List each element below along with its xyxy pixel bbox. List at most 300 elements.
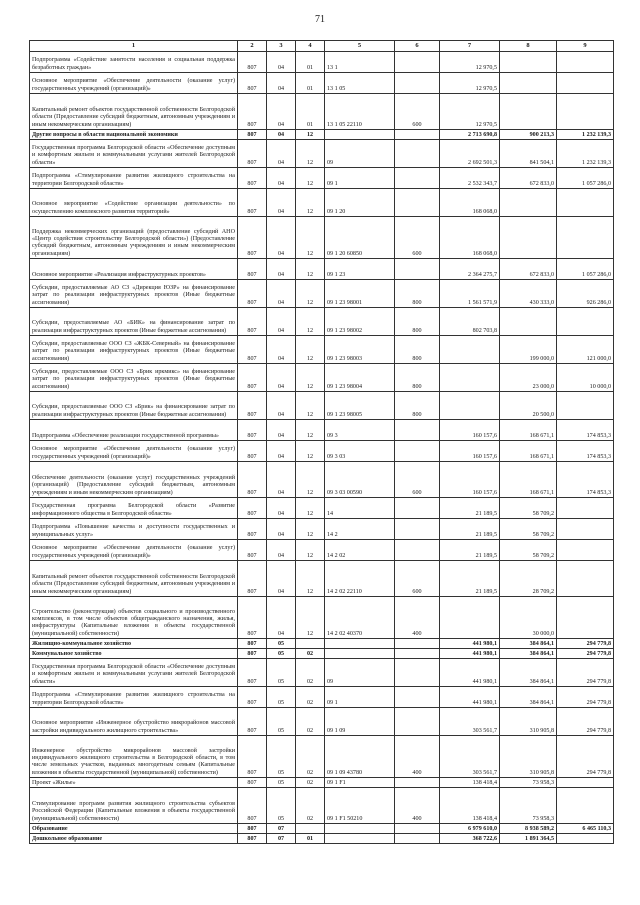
row-amount-3 [557, 189, 614, 217]
row-amount-1: 2 532 343,7 [440, 168, 500, 189]
row-name: Основное мероприятие «Реализация инфраструктурных проектов» [30, 259, 238, 280]
row-section: 04 [267, 280, 296, 308]
row-amount-2: 310 905,8 [500, 736, 557, 778]
row-subsection: 02 [296, 788, 325, 824]
row-subsection: 12 [296, 130, 325, 140]
row-target-article: 09 3 03 [325, 441, 395, 462]
row-section: 04 [267, 498, 296, 519]
row-subsection: 01 [296, 834, 325, 844]
row-name: Стимулирование программ развития жилищного строительства субъектов Российской Федерации (Капитальные вложения в объекты государственной (муниципальной) собственности) [30, 788, 238, 824]
row-ministry-code: 807 [238, 336, 267, 364]
row-expense-type: 800 [395, 280, 440, 308]
row-amount-2: 168 671,1 [500, 441, 557, 462]
row-name: Подпрограмма «Стимулирование развития жилищного строительства на территории Белгородской области» [30, 687, 238, 708]
row-subsection: 12 [296, 392, 325, 420]
row-subsection: 12 [296, 498, 325, 519]
row-amount-3: 294 779,8 [557, 649, 614, 659]
row-subsection: 12 [296, 441, 325, 462]
row-ministry-code: 807 [238, 649, 267, 659]
row-target-article: 09 1 23 98004 [325, 364, 395, 392]
row-expense-type [395, 778, 440, 788]
row-subsection: 12 [296, 364, 325, 392]
row-amount-1: 21 189,5 [440, 540, 500, 561]
row-name: Субсидии, предоставляемые АО СЗ «Дирекция ЮЗР» на финансирование затрат по реализации инфраструктурных проектов (Иные бюджетные ассигнования) [30, 280, 238, 308]
row-target-article: 09 [325, 659, 395, 687]
table-row [30, 639, 614, 649]
row-target-article: 09 1 23 98002 [325, 308, 395, 336]
row-amount-3: 10 000,0 [557, 364, 614, 392]
row-target-article: 13 1 [325, 52, 395, 73]
row-amount-3: 294 779,8 [557, 708, 614, 736]
row-ministry-code: 807 [238, 498, 267, 519]
row-amount-2: 73 958,3 [500, 778, 557, 788]
table-row [30, 834, 614, 844]
row-section: 04 [267, 73, 296, 94]
header-col-1: 1 [30, 41, 238, 52]
row-amount-1: 160 157,6 [440, 441, 500, 462]
row-target-article: 14 2 [325, 519, 395, 540]
row-amount-3 [557, 73, 614, 94]
table-row [30, 441, 614, 462]
row-amount-1: 1 561 571,9 [440, 280, 500, 308]
table-body [30, 52, 614, 844]
row-amount-3: 294 779,8 [557, 659, 614, 687]
row-expense-type: 800 [395, 392, 440, 420]
row-ministry-code: 807 [238, 659, 267, 687]
row-amount-2: 384 864,1 [500, 659, 557, 687]
row-section: 04 [267, 441, 296, 462]
row-amount-3 [557, 217, 614, 259]
row-ministry-code: 807 [238, 140, 267, 168]
row-target-article [325, 639, 395, 649]
row-section: 04 [267, 130, 296, 140]
row-section: 04 [267, 364, 296, 392]
row-amount-1: 2 713 690,8 [440, 130, 500, 140]
row-amount-1: 303 561,7 [440, 708, 500, 736]
row-subsection: 12 [296, 336, 325, 364]
row-amount-1: 160 157,6 [440, 462, 500, 498]
row-amount-2: 672 833,0 [500, 168, 557, 189]
row-section: 04 [267, 336, 296, 364]
row-amount-2 [500, 189, 557, 217]
row-name: Другие вопросы в области национальной экономики [30, 130, 238, 140]
row-amount-3: 1 232 139,3 [557, 140, 614, 168]
row-subsection: 12 [296, 280, 325, 308]
row-section: 04 [267, 308, 296, 336]
table-row [30, 259, 614, 280]
row-amount-2: 310 905,8 [500, 708, 557, 736]
row-expense-type: 800 [395, 308, 440, 336]
row-amount-3 [557, 597, 614, 639]
row-section: 05 [267, 649, 296, 659]
table-row [30, 364, 614, 392]
row-name: Основное мероприятие «Обеспечение деятельности (оказание услуг) государственных учреждений (организаций)» [30, 540, 238, 561]
table-row [30, 649, 614, 659]
table-row [30, 519, 614, 540]
row-amount-2 [500, 308, 557, 336]
table-row [30, 336, 614, 364]
row-amount-3 [557, 308, 614, 336]
row-section: 05 [267, 708, 296, 736]
row-amount-1: 441 980,1 [440, 659, 500, 687]
row-target-article: 09 1 23 98005 [325, 392, 395, 420]
row-name: Капитальный ремонт объектов государственной собственности Белгородской области (Предоставление субсидий бюджетным, автономным учреждениям и иным некоммерческим организациям) [30, 561, 238, 597]
row-name: Проект «Жилье» [30, 778, 238, 788]
row-expense-type [395, 687, 440, 708]
row-ministry-code: 807 [238, 259, 267, 280]
row-expense-type [395, 130, 440, 140]
row-ministry-code: 807 [238, 639, 267, 649]
row-target-article: 09 1 20 60850 [325, 217, 395, 259]
row-amount-1 [440, 364, 500, 392]
row-target-article: 09 1 [325, 168, 395, 189]
row-expense-type [395, 498, 440, 519]
row-name: Субсидии, предоставляемые ООО СЗ «Брик» на финансирование затрат по реализации инфраструктурных проектов (Иные бюджетные ассигнования) [30, 392, 238, 420]
row-amount-2: 8 938 589,2 [500, 824, 557, 834]
row-amount-3 [557, 788, 614, 824]
row-amount-2: 73 958,3 [500, 788, 557, 824]
row-name: Строительство (реконструкция) объектов социального и производственного комплексов, в том числе объектов общегражданского назначения, жилья, инфраструктуры (Капитальные вложения в объекты государственной (муниципальной) собственности) [30, 597, 238, 639]
row-amount-3 [557, 519, 614, 540]
row-amount-1: 441 980,1 [440, 649, 500, 659]
row-name: Субсидии, предоставляемые АО «БИК» на финансирование затрат по реализации инфраструктурных проектов (Иные бюджетные ассигнования) [30, 308, 238, 336]
row-ministry-code: 807 [238, 392, 267, 420]
row-section: 05 [267, 639, 296, 649]
row-section: 04 [267, 597, 296, 639]
row-subsection: 12 [296, 259, 325, 280]
row-ministry-code: 807 [238, 824, 267, 834]
row-amount-1: 368 722,6 [440, 834, 500, 844]
row-section: 04 [267, 540, 296, 561]
row-name: Основное мероприятие «Обеспечение деятельности (оказание услуг) государственных учреждений (организаций)» [30, 441, 238, 462]
row-name: Коммунальное хозяйство [30, 649, 238, 659]
row-amount-2: 900 213,3 [500, 130, 557, 140]
row-ministry-code: 807 [238, 217, 267, 259]
table-row [30, 687, 614, 708]
row-target-article [325, 834, 395, 844]
row-expense-type [395, 639, 440, 649]
row-subsection: 02 [296, 778, 325, 788]
row-expense-type [395, 259, 440, 280]
row-name: Государственная программа Белгородской области «Обеспечение доступным и комфортным жильем и коммунальными услугами жителей Белгородской области» [30, 659, 238, 687]
table-row [30, 540, 614, 561]
row-subsection: 02 [296, 687, 325, 708]
row-section: 04 [267, 420, 296, 441]
row-subsection: 02 [296, 708, 325, 736]
row-amount-2: 841 504,1 [500, 140, 557, 168]
row-expense-type [395, 540, 440, 561]
row-name: Подпрограмма «Повышение качества и доступности государственных и муниципальных услуг» [30, 519, 238, 540]
table-row [30, 420, 614, 441]
row-expense-type [395, 649, 440, 659]
row-name: Подпрограмма «Обеспечение реализации государственной программы» [30, 420, 238, 441]
row-ministry-code: 807 [238, 687, 267, 708]
row-amount-1 [440, 336, 500, 364]
header-col-6: 6 [395, 41, 440, 52]
row-amount-1: 802 703,8 [440, 308, 500, 336]
table-row [30, 130, 614, 140]
row-name: Поддержка некоммерческих организаций (предоставление субсидий АНО «Центр содействия строительству Белгородской области») (Предоставление субсидий бюджетным, автономным учреждениям и иным некоммерческим организациям) [30, 217, 238, 259]
row-target-article: 14 2 02 22110 [325, 561, 395, 597]
row-amount-1: 12 970,5 [440, 73, 500, 94]
row-amount-1: 21 189,5 [440, 519, 500, 540]
row-amount-3 [557, 561, 614, 597]
header-col-3: 3 [267, 41, 296, 52]
row-amount-1: 441 980,1 [440, 639, 500, 649]
row-amount-2: 20 500,0 [500, 392, 557, 420]
row-amount-2 [500, 73, 557, 94]
row-amount-2: 58 709,2 [500, 519, 557, 540]
row-target-article: 09 3 [325, 420, 395, 441]
row-amount-1: 303 561,7 [440, 736, 500, 778]
row-ministry-code: 807 [238, 834, 267, 844]
row-section: 04 [267, 168, 296, 189]
row-section: 04 [267, 52, 296, 73]
row-amount-3 [557, 392, 614, 420]
row-name: Основное мероприятие «Содействие организации деятельности» по осуществлению комплексного развития территорий» [30, 189, 238, 217]
row-target-article: 09 [325, 140, 395, 168]
row-ministry-code: 807 [238, 736, 267, 778]
row-ministry-code: 807 [238, 94, 267, 130]
row-expense-type: 600 [395, 217, 440, 259]
row-subsection: 02 [296, 649, 325, 659]
table-row [30, 168, 614, 189]
row-expense-type [395, 420, 440, 441]
row-amount-3 [557, 778, 614, 788]
table-row [30, 708, 614, 736]
row-amount-2 [500, 52, 557, 73]
row-amount-1: 168 068,0 [440, 217, 500, 259]
table-row [30, 94, 614, 130]
row-amount-3 [557, 540, 614, 561]
table-row [30, 140, 614, 168]
row-expense-type [395, 168, 440, 189]
row-expense-type: 600 [395, 561, 440, 597]
row-amount-1: 6 979 610,0 [440, 824, 500, 834]
row-ministry-code: 807 [238, 788, 267, 824]
header-col-4: 4 [296, 41, 325, 52]
row-amount-3: 926 286,0 [557, 280, 614, 308]
row-amount-2: 168 671,1 [500, 420, 557, 441]
row-target-article: 09 1 23 [325, 259, 395, 280]
row-amount-1: 21 189,5 [440, 498, 500, 519]
row-expense-type [395, 73, 440, 94]
row-amount-3: 174 853,3 [557, 420, 614, 441]
row-ministry-code: 807 [238, 561, 267, 597]
row-amount-3: 6 465 110,3 [557, 824, 614, 834]
row-expense-type: 800 [395, 364, 440, 392]
row-ministry-code: 807 [238, 52, 267, 73]
row-section: 05 [267, 736, 296, 778]
row-ministry-code: 807 [238, 441, 267, 462]
row-ministry-code: 807 [238, 280, 267, 308]
row-amount-2: 30 000,0 [500, 597, 557, 639]
row-amount-2: 199 000,0 [500, 336, 557, 364]
row-subsection: 12 [296, 561, 325, 597]
table-row [30, 498, 614, 519]
row-name: Государственная программа Белгородской области «Обеспечение доступным и комфортным жильем и коммунальными услугами жителей Белгородской области» [30, 140, 238, 168]
row-target-article: 09 1 F1 50210 [325, 788, 395, 824]
row-amount-2 [500, 217, 557, 259]
table-row [30, 392, 614, 420]
row-section: 04 [267, 140, 296, 168]
row-expense-type [395, 659, 440, 687]
row-amount-2: 430 333,0 [500, 280, 557, 308]
row-section: 04 [267, 259, 296, 280]
page-number: 71 [315, 14, 325, 25]
row-ministry-code: 807 [238, 73, 267, 94]
row-ministry-code: 807 [238, 364, 267, 392]
row-ministry-code: 807 [238, 308, 267, 336]
row-amount-2 [500, 94, 557, 130]
table-row [30, 308, 614, 336]
row-expense-type [395, 52, 440, 73]
table-row [30, 659, 614, 687]
row-amount-1: 160 157,6 [440, 420, 500, 441]
row-ministry-code: 807 [238, 168, 267, 189]
row-section: 04 [267, 561, 296, 597]
header-col-2: 2 [238, 41, 267, 52]
row-amount-1 [440, 597, 500, 639]
row-subsection: 01 [296, 73, 325, 94]
row-amount-3: 121 000,0 [557, 336, 614, 364]
row-section: 04 [267, 94, 296, 130]
row-amount-3 [557, 834, 614, 844]
row-target-article [325, 824, 395, 834]
row-ministry-code: 807 [238, 420, 267, 441]
row-target-article: 09 1 20 [325, 189, 395, 217]
table-row [30, 561, 614, 597]
row-amount-3: 294 779,8 [557, 639, 614, 649]
row-target-article [325, 130, 395, 140]
row-subsection [296, 824, 325, 834]
row-amount-2: 384 864,1 [500, 639, 557, 649]
row-name: Подпрограмма «Содействие занятости населения и социальная поддержка безработных граждан» [30, 52, 238, 73]
header-col-9: 9 [557, 41, 614, 52]
row-amount-1: 2 364 275,7 [440, 259, 500, 280]
row-amount-3: 1 232 139,3 [557, 130, 614, 140]
row-section: 04 [267, 462, 296, 498]
row-expense-type: 400 [395, 788, 440, 824]
row-name: Капитальный ремонт объектов государственной собственности Белгородской области (Предоставление субсидий бюджетным, автономным учреждениям и иным некоммерческим организациям) [30, 94, 238, 130]
table-header-row [30, 41, 614, 52]
table-row [30, 280, 614, 308]
row-section: 04 [267, 519, 296, 540]
table-row [30, 217, 614, 259]
row-section: 05 [267, 788, 296, 824]
table-row [30, 736, 614, 778]
row-name: Государственная программа Белгородской области «Развитие информационного общества в Белгородской области» [30, 498, 238, 519]
row-section: 07 [267, 824, 296, 834]
table-row [30, 597, 614, 639]
table-row [30, 778, 614, 788]
row-target-article: 09 1 23 98003 [325, 336, 395, 364]
row-target-article: 09 1 [325, 687, 395, 708]
row-section: 04 [267, 392, 296, 420]
row-name: Основное мероприятие «Инженерное обустройство микрорайонов массовой застройки индивидуального жилищного строительства» [30, 708, 238, 736]
row-amount-1 [440, 392, 500, 420]
row-subsection: 02 [296, 659, 325, 687]
row-name: Субсидии, предоставляемые ООО СЗ «Брик иркмикс» на финансирование затрат по реализации инфраструктурных проектов (Иные бюджетные ассигнования) [30, 364, 238, 392]
row-section: 04 [267, 189, 296, 217]
row-amount-1: 2 692 501,3 [440, 140, 500, 168]
row-name: Основное мероприятие «Обеспечение деятельности (оказание услуг) государственных учреждений (организаций)» [30, 73, 238, 94]
row-amount-2: 384 864,1 [500, 687, 557, 708]
row-amount-2: 58 709,2 [500, 540, 557, 561]
row-name: Обеспечение деятельности (оказание услуг) государственных учреждений (организаций) (Предоставление субсидий бюджетным, автономным учреждениям и иным некоммерческим организациям) [30, 462, 238, 498]
row-section: 05 [267, 687, 296, 708]
row-subsection: 12 [296, 462, 325, 498]
table-row [30, 462, 614, 498]
row-expense-type: 400 [395, 736, 440, 778]
row-section: 05 [267, 659, 296, 687]
row-amount-2: 28 709,2 [500, 561, 557, 597]
row-subsection: 12 [296, 597, 325, 639]
row-name: Инженерное обустройство микрорайонов массовой застройки индивидуального жилищного строительства в Белгородской области, в том числе земельных участков, выданных многодетным семьям (Капитальные вложения в объекты государственной (муниципальной) собственности) [30, 736, 238, 778]
row-amount-3: 174 853,3 [557, 462, 614, 498]
row-amount-1: 168 068,0 [440, 189, 500, 217]
row-target-article: 09 1 09 [325, 708, 395, 736]
row-target-article: 14 2 02 [325, 540, 395, 561]
row-expense-type [395, 834, 440, 844]
row-amount-1: 138 418,4 [440, 778, 500, 788]
row-target-article: 09 1 F1 [325, 778, 395, 788]
row-amount-1: 441 980,1 [440, 687, 500, 708]
row-expense-type [395, 189, 440, 217]
header-col-5: 5 [325, 41, 395, 52]
row-amount-3: 174 853,3 [557, 441, 614, 462]
row-amount-3 [557, 52, 614, 73]
row-subsection: 02 [296, 736, 325, 778]
row-amount-1: 12 970,5 [440, 94, 500, 130]
row-amount-3 [557, 498, 614, 519]
row-subsection: 12 [296, 519, 325, 540]
row-section: 04 [267, 217, 296, 259]
row-subsection: 12 [296, 308, 325, 336]
row-section: 05 [267, 778, 296, 788]
row-target-article: 14 [325, 498, 395, 519]
row-expense-type: 600 [395, 94, 440, 130]
row-expense-type: 800 [395, 336, 440, 364]
row-expense-type: 600 [395, 462, 440, 498]
row-target-article: 13 1 05 [325, 73, 395, 94]
row-amount-2: 23 000,0 [500, 364, 557, 392]
row-subsection: 12 [296, 140, 325, 168]
row-amount-1: 12 970,5 [440, 52, 500, 73]
row-ministry-code: 807 [238, 597, 267, 639]
row-amount-2: 168 671,1 [500, 462, 557, 498]
header-col-7: 7 [440, 41, 500, 52]
row-subsection: 12 [296, 189, 325, 217]
table-row [30, 73, 614, 94]
row-name: Субсидии, предоставляемые ООО СЗ «ЖБК-Северный» на финансирование затрат по реализации инфраструктурных проектов (Иные бюджетные ассигнования) [30, 336, 238, 364]
row-ministry-code: 807 [238, 189, 267, 217]
row-amount-2: 58 709,2 [500, 498, 557, 519]
row-amount-3: 294 779,8 [557, 736, 614, 778]
row-expense-type [395, 441, 440, 462]
row-amount-2: 384 864,1 [500, 649, 557, 659]
row-amount-1: 21 189,5 [440, 561, 500, 597]
table-row [30, 788, 614, 824]
row-expense-type [395, 140, 440, 168]
row-amount-2: 672 833,0 [500, 259, 557, 280]
row-ministry-code: 807 [238, 708, 267, 736]
row-amount-3: 1 057 286,0 [557, 168, 614, 189]
row-subsection: 12 [296, 420, 325, 441]
row-subsection: 01 [296, 94, 325, 130]
row-ministry-code: 807 [238, 130, 267, 140]
row-name: Жилищно-коммунальное хозяйство [30, 639, 238, 649]
